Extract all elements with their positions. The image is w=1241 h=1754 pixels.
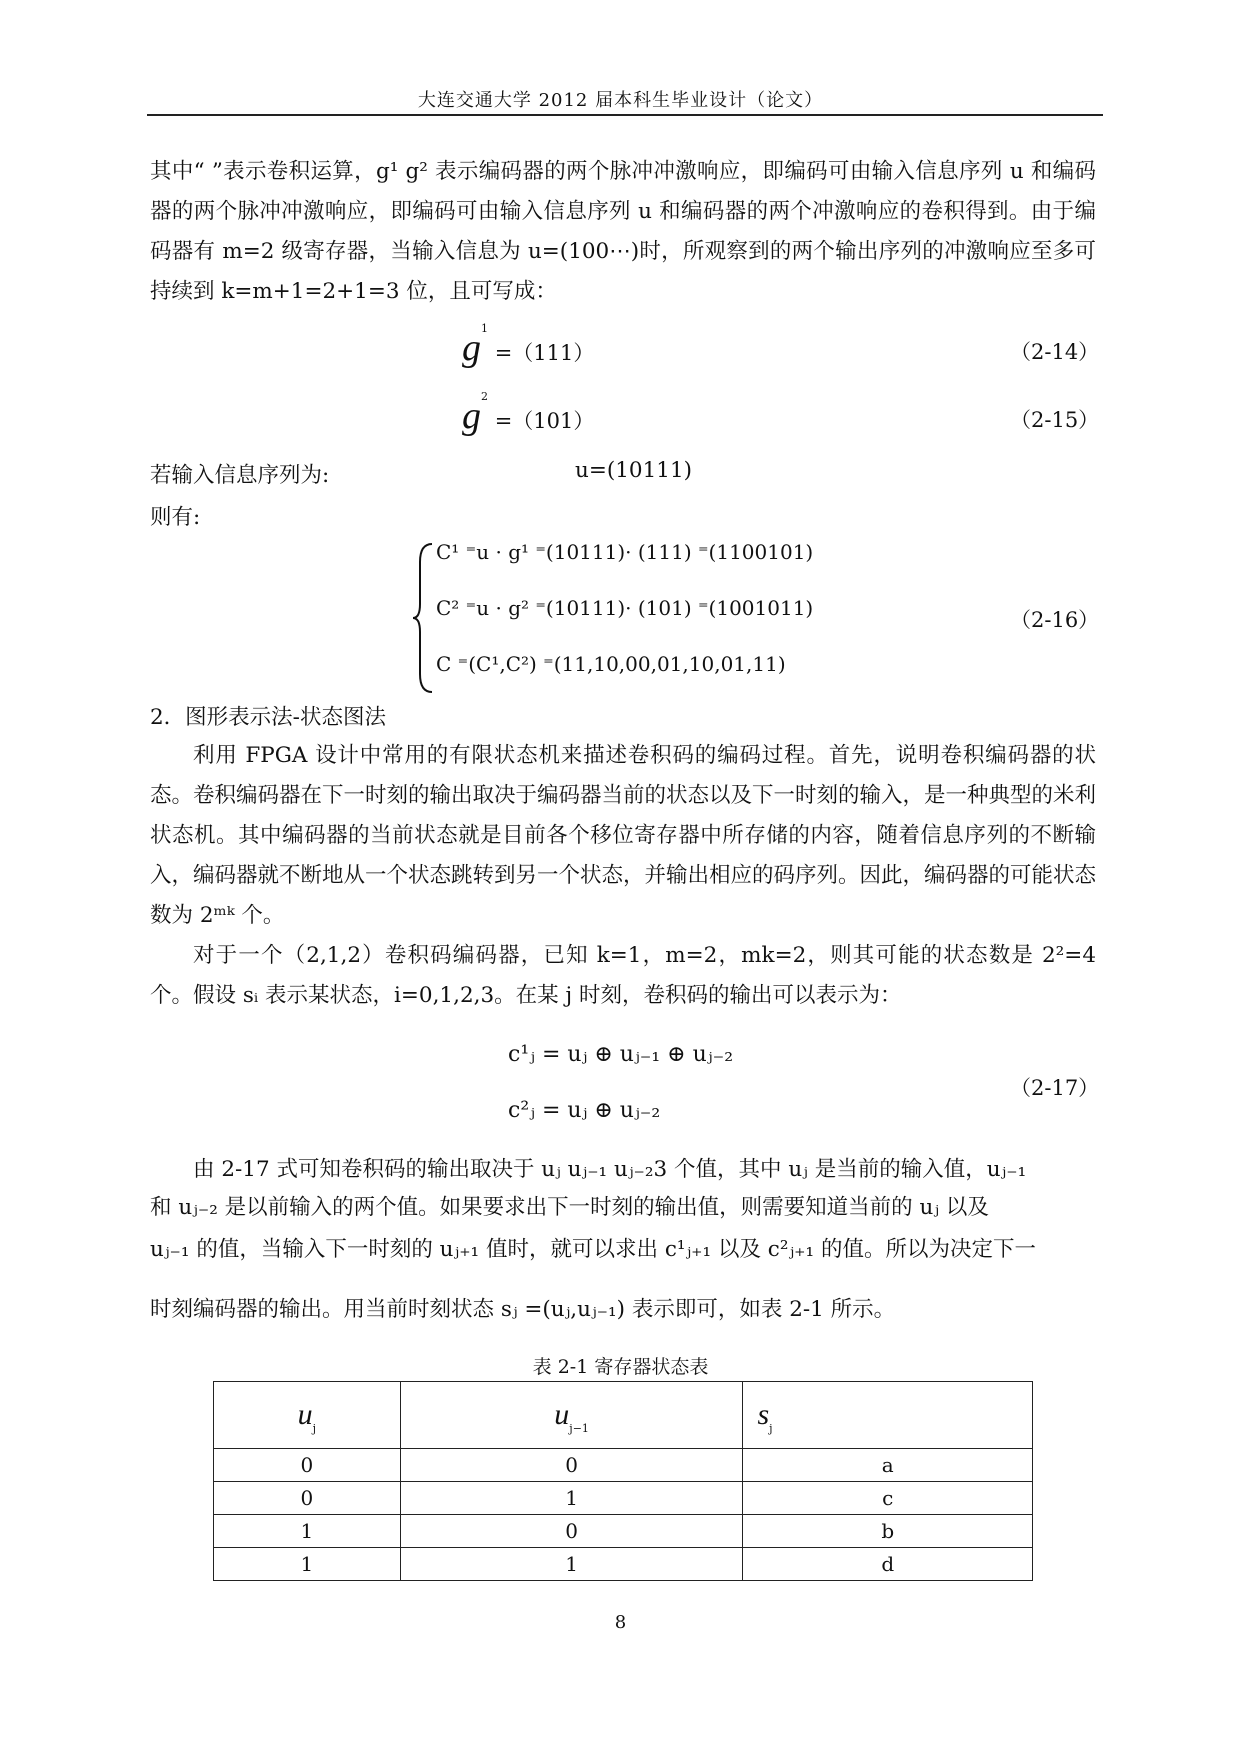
then-label: 则有: — [150, 505, 201, 530]
paragraph-convolution: 其中“ ”表示卷积运算，g¹ g² 表示编码器的两个脉冲冲激响应，即编码可由输入信息序列 u 和编码器的两个脉冲冲激响应，即编码可由输入信息序列 u 和编码器的两个冲激响应的卷积得到。由于编码器有 m=2 级寄存器，当输入信息为 u=(100⋯)时，所观察到的两个输出序列的冲激响应至多可持续到 k=m+1=2+1=3 位，且可写成： — [150, 159, 1096, 304]
table-cell: 1 — [214, 1515, 401, 1548]
eq-rhs: =（111） — [494, 341, 595, 365]
equation-2-16-row-2: C² ⁼u · g² ⁼(10111)· (101) ⁼(1001011) — [436, 596, 814, 620]
equation-number-2-16: （2-16） — [1010, 608, 1100, 632]
equation-2-17-row-1: c¹ⱼ = uⱼ ⊕ uⱼ₋₁ ⊕ uⱼ₋₂ — [508, 1042, 734, 1067]
column-header-uj-1: uj−1 — [400, 1382, 743, 1449]
eq-rhs: =（101） — [494, 409, 595, 433]
eq-sup: 1 — [481, 322, 488, 335]
table-cell: 0 — [400, 1515, 743, 1548]
eq-symbol: g — [462, 395, 481, 437]
table-row — [214, 1449, 1033, 1482]
input-sequence-value: u=(10111) — [575, 458, 693, 483]
header-rule — [147, 114, 1103, 116]
table-row — [214, 1515, 1033, 1548]
paragraph-state-machine: 利用 FPGA 设计中常用的有限状态机来描述卷积码的编码过程。首先，说明卷积编码器的状态。卷积编码器在下一时刻的输出取决于编码器当前的状态以及下一时刻的输入，是一种典型的米利状态机。其中编码器的当前状态就是目前各个移位寄存器中所存储的内容，随着信息序列的不断输入，编码器就不断地从一个状态跳转到另一个状态，并输出相应的码序列。因此，编码器的可能状态数为 2ᵐᵏ 个。 — [150, 743, 1097, 928]
table-cell: 1 — [400, 1548, 743, 1581]
table-header-row — [214, 1382, 1033, 1449]
paragraph-encoder-states: 对于一个（2,1,2）卷积码编码器，已知 k=1，m=2，mk=2，则其可能的状态数是 2²=4个。假设 sᵢ 表示某状态，i=0,1,2,3。在某 j 时刻，卷积码的输出可以表示为： — [150, 943, 1096, 1008]
paragraph-output-line-4: 时刻编码器的输出。用当前时刻状态 sⱼ =(uⱼ,uⱼ₋₁) 表示即可，如表 2-1 所示。 — [150, 1297, 896, 1322]
equation-2-14 — [462, 322, 595, 370]
table-cell: 0 — [214, 1449, 401, 1482]
table-row — [214, 1482, 1033, 1515]
input-sequence-label: 若输入信息序列为: — [150, 463, 330, 488]
section-heading: 2．图形表示法-状态图法 — [150, 705, 386, 730]
eq-symbol: g — [462, 327, 481, 369]
page-number: 8 — [614, 1612, 627, 1633]
column-header-uj: uj — [214, 1382, 401, 1449]
paragraph-output-line-3: uⱼ₋₁ 的值，当输入下一时刻的 uⱼ₊₁ 值时，就可以求出 c¹ⱼ₊₁ 以及 c²ⱼ₊₁ 的值。所以为决定下一 — [150, 1237, 1036, 1262]
equation-number-2-14: （2-14） — [1010, 340, 1100, 364]
table-cell: 1 — [214, 1548, 401, 1581]
table-row — [214, 1548, 1033, 1581]
equation-2-17-row-2: c²ⱼ = uⱼ ⊕ uⱼ₋₂ — [508, 1098, 661, 1123]
page-header: 大连交通大学 2012 届本科生毕业设计（论文） — [417, 90, 824, 111]
table-cell: a — [743, 1449, 1033, 1482]
table-cell: 0 — [214, 1482, 401, 1515]
table-cell: 1 — [400, 1482, 743, 1515]
paragraph-output-line-1: 由 2-17 式可知卷积码的输出取决于 uⱼ uⱼ₋₁ uⱼ₋₂3 个值，其中 uⱼ 是当前的输入值，uⱼ₋₁ — [193, 1157, 1027, 1182]
paragraph-output-line-2: 和 uⱼ₋₂ 是以前输入的两个值。如果要求出下一时刻的输出值，则需要知道当前的 uⱼ 以及 — [150, 1195, 989, 1220]
equation-2-15 — [462, 390, 595, 438]
equation-number-2-17: （2-17） — [1010, 1076, 1100, 1100]
left-brace-icon — [412, 542, 434, 694]
table-caption: 表 2-1 寄存器状态表 — [532, 1356, 709, 1378]
register-state-table — [213, 1381, 1033, 1581]
table-cell: d — [743, 1548, 1033, 1581]
equation-number-2-15: （2-15） — [1010, 408, 1100, 432]
eq-sup: 2 — [481, 390, 488, 403]
table-cell: c — [743, 1482, 1033, 1515]
column-header-sj: sj — [743, 1382, 1033, 1449]
equation-2-16-row-3: C ⁼(C¹,C²) ⁼(11,10,00,01,10,01,11) — [436, 652, 786, 676]
table-cell: 0 — [400, 1449, 743, 1482]
equation-2-16-row-1: C¹ ⁼u · g¹ ⁼(10111)· (111) ⁼(1100101) — [436, 540, 814, 564]
table-cell: b — [743, 1515, 1033, 1548]
